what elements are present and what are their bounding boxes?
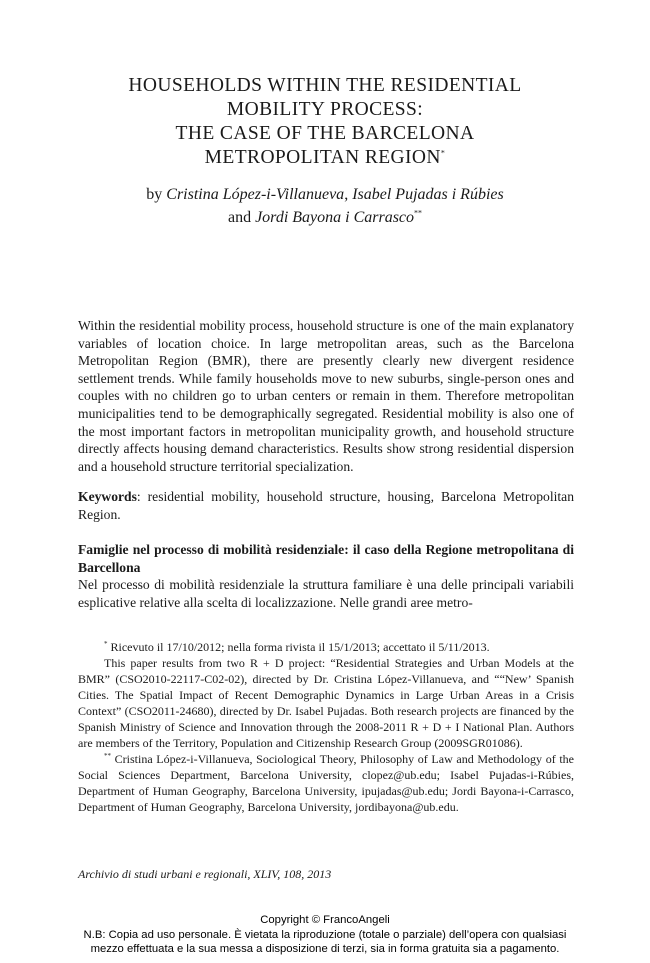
title-line-3: THE CASE OF THE BARCELONA bbox=[175, 123, 475, 144]
journal-reference: Archivio di studi urbani e regionali, XLIV, 108, 2013 bbox=[78, 867, 332, 881]
keywords bbox=[78, 488, 574, 523]
footnote-2 bbox=[78, 751, 574, 815]
author-separator: , bbox=[344, 186, 349, 203]
title-footnote-mark: * bbox=[440, 148, 446, 158]
title-line-2: MOBILITY PROCESS: bbox=[226, 99, 424, 120]
italian-abstract: Nel processo di mobilità residenziale la struttura familiare è una delle principali variabili esplicative relative alla scelta di localizzazione. Nelle grandi aree metro- bbox=[78, 577, 574, 610]
keywords-text: : residential mobility, household structure, housing, Barcelona Metropolitan Region. bbox=[78, 489, 574, 522]
footnote-1-received bbox=[78, 639, 574, 655]
italian-title: Famiglie nel processo di mobilità residenziale: il caso della Regione metropolitana di Barcellona bbox=[78, 542, 574, 575]
author-list bbox=[60, 183, 590, 229]
title-line-4 bbox=[60, 146, 590, 170]
footnote-1-mark: * bbox=[104, 640, 108, 648]
abstract-text: Within the residential mobility process, household structure is one of the main explanatory variables of location choice. In large metropolitan areas, such as the Barcelona Metropolitan Region (BMR), there are presently clearly new divergent residence settlement trends. While family households move to new suburbs, single-person ones and couples with no children go to urban centers or remain in them. Therefore metropolitan municipalities tend to be demographically segregated. Residential mobility is also one of the most important factors in metropolitan municipality growth, and household structure directly affects housing demand characteristics. Results show strong residential dispersion and a household structure territorial specialization. bbox=[78, 318, 574, 474]
copyright-line-3: mezzo effettuata e la sua messa a disposizione di terzi, sia in forma gratuita sia a pagamento. bbox=[90, 943, 560, 955]
author-footnote-mark: ** bbox=[414, 208, 423, 218]
author-by: by bbox=[146, 186, 163, 203]
footnote-1-funding: This paper results from two R + D project: “Residential Strategies and Urban Models at the BMR” (CSO2010-22117-C02-02), directed by Dr. Cristina López-Villanueva, and ““New’ Spanish Cities. The Spatial Impact of Recent Demographic Dynamics in Large Urban Areas in a Crisis Context” (CSO2011-24680), directed by Dr. Isabel Pujadas. Both research projects are financed by the Spanish Ministry of Science and Innovation through the 2008-2011 R + D + I National Plan. Authors are members of the Territory, Population and Citizenship Research Group (2009SGR01086). bbox=[78, 656, 574, 750]
footnotes bbox=[78, 639, 574, 815]
author-and: and bbox=[227, 209, 252, 226]
copyright-notice bbox=[0, 913, 650, 957]
copyright-line-2: N.B: Copia ad uso personale. È vietata la riproduzione (totale o parziale) dell’opera con qualsiasi bbox=[83, 928, 567, 941]
keywords-label: Keywords bbox=[78, 489, 137, 504]
footnote-2-affiliations: Cristina López-i-Villanueva, Sociological Theory, Philosophy of Law and Methodology of the Social Sciences Department, Barcelona University, clopez@ub.edu; Isabel Pujadas-i-Rúbies, Department of Human Geography, Barcelona University, ipujadas@ub.edu; Jordi Bayona-i-Carrasco, Department of Human Geography, Barcelona University, jordibayona@ub.edu. bbox=[78, 752, 575, 814]
author-3: Jordi Bayona i Carrasco bbox=[255, 209, 415, 226]
article-title bbox=[60, 74, 590, 170]
footnote-2-mark: ** bbox=[104, 752, 111, 760]
title-line-1: HOUSEHOLDS WITHIN THE RESIDENTIAL bbox=[128, 75, 522, 96]
title-line-4-text: METROPOLITAN REGION bbox=[204, 147, 441, 168]
copyright-line-1: Copyright © FrancoAngeli bbox=[260, 914, 390, 926]
author-1: Cristina López-i-Villanueva bbox=[166, 186, 345, 203]
footnote-1-dates: Ricevuto il 17/10/2012; nella forma rivista il 15/1/2013; accettato il 5/11/2013. bbox=[110, 640, 490, 654]
author-line-1 bbox=[60, 183, 590, 206]
author-2: Isabel Pujadas i Rúbies bbox=[352, 186, 504, 203]
author-line-2 bbox=[60, 206, 590, 229]
